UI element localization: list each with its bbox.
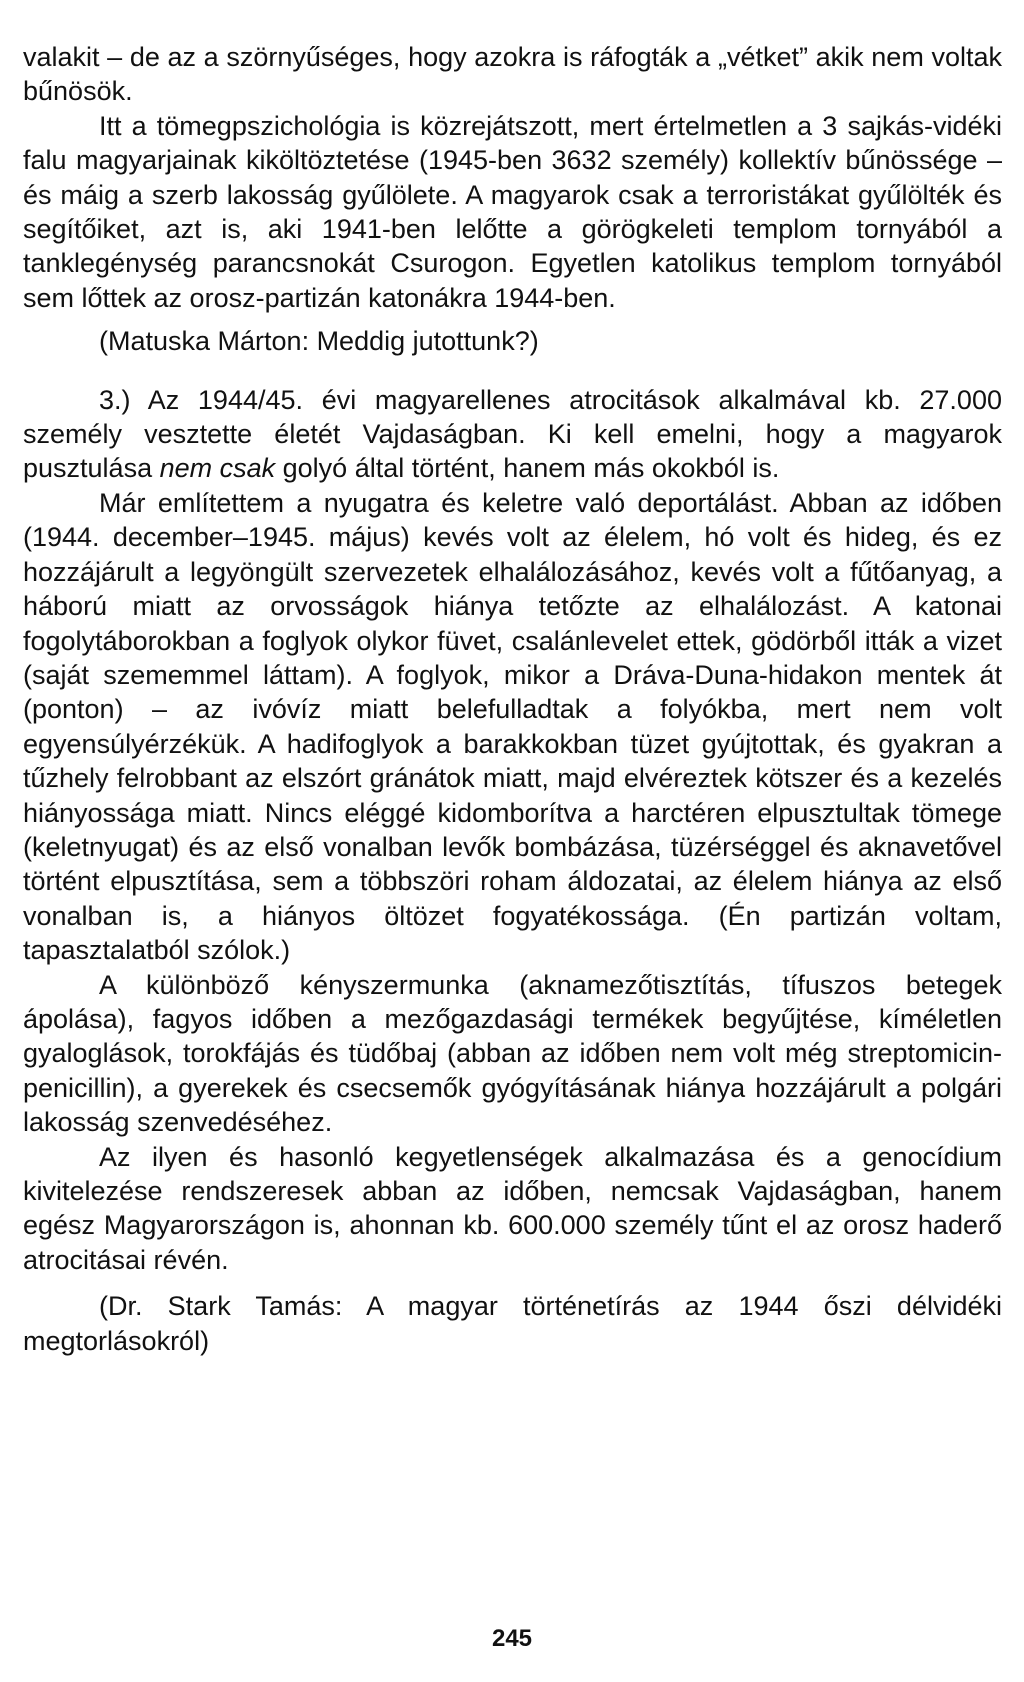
citation-matuska: (Matuska Márton: Meddig jutottunk?) [99, 326, 539, 357]
paragraph-5: A különböző kényszermunka (aknamezőtisztítás, tífuszos betegek ápolása), fagyos időben a mezőgazdasági termékek begyűjtése, kíméletlen gyaloglások, torokfájás és tüdőbaj (abban az időben nem volt még streptomicin-penicillin), a gyerekek és csecsemők gyógyításának hiánya hozzájárult a polgári lakosság szenvedéséhez. [23, 969, 1002, 1138]
paragraph-3 [23, 383, 1002, 486]
paragraph-3-text-a: 3.) Az 1944/45. évi magyarellenes atrocitások alkalmával kb. 27.000 személy vesztette életét Vajdaságban. Ki kell emelni, hogy a magyarok pusztulása [23, 384, 1002, 484]
paragraph-3-emphasis: nem csak [159, 453, 276, 484]
page-number: 245 [491, 1625, 533, 1652]
citation-stark: (Dr. Stark Tamás: A magyar történetírás az 1944 őszi délvidéki megtorlásokról) [23, 1291, 1002, 1356]
paragraph-1: valakit – de az a szörnyűséges, hogy azokra is ráfogták a „vétket” akik nem voltak bűnösök. [23, 42, 1002, 107]
paragraph-6: Az ilyen és hasonló kegyetlenségek alkalmazása és a genocídium kivitelezése rendszeresek abban az időben, nemcsak Vajdaságban, hanem egész Magyarországon is, ahonnan kb. 600.000 személy tűnt el az orosz haderő atrocitásai révén. [23, 1141, 1002, 1275]
paragraph-3-text-b: golyó által történt, hanem más okokból is. [275, 453, 780, 484]
paragraph-4: Már említettem a nyugatra és keletre való deportálást. Abban az időben (1944. december–1945. május) kevés volt az élelem, hó volt és hideg, és ez hozzájárult a legyöngült szervezetek elhalálozásához, kevés volt a fűtőanyag, a háború miatt az orvosságok hiánya tetőzte az elhalálozást. A katonai fogolytáborokban a foglyok olykor füvet, csalánlevelet ettek, gödörből itták a vizet (saját szememmel láttam). A foglyok, mikor a Dráva-Duna-hidakon mentek át (ponton) – az ivóvíz miatt belefulladtak a folyókba, mert nem volt egyensúlyérzékük. A hadifoglyok a barakkokban tüzet gyújtottak, és gyakran a tűzhely felrobbant az elszórt gránátok miatt, majd elvéreztek kötszer és a kezelés hiányossága miatt. Nincs eléggé kidomborítva a harctéren elpusztultak tömege (keletnyugat) és az első vonalban levők bombázása, tüzérséggel és aknavetővel történt elpusztítása, sem a többszöri roham áldozatai, az élelem hiánya az első vonalban is, a hiányos öltözet fogyatékossága. (Én partizán voltam, tapasztalatból szólok.) [23, 487, 1002, 966]
paragraph-2: Itt a tömegpszichológia is közrejátszott, mert értelmetlen a 3 sajkás-vidéki falu magyarjainak kiköltöztetése (1945-ben 3632 személy) kollektív bűnössége – és máig a szerb lakosság gyűlölete. A magyarok csak a terroristákat gyűlölték és segítőiket, azt is, aki 1941-ben lelőtte a görögkeleti templom tornyából a tanklegénység parancsnokát Csurogon. Egyetlen katolikus templom tornyából sem lőttek az orosz-partizán katonákra 1944-ben. [23, 110, 1002, 313]
